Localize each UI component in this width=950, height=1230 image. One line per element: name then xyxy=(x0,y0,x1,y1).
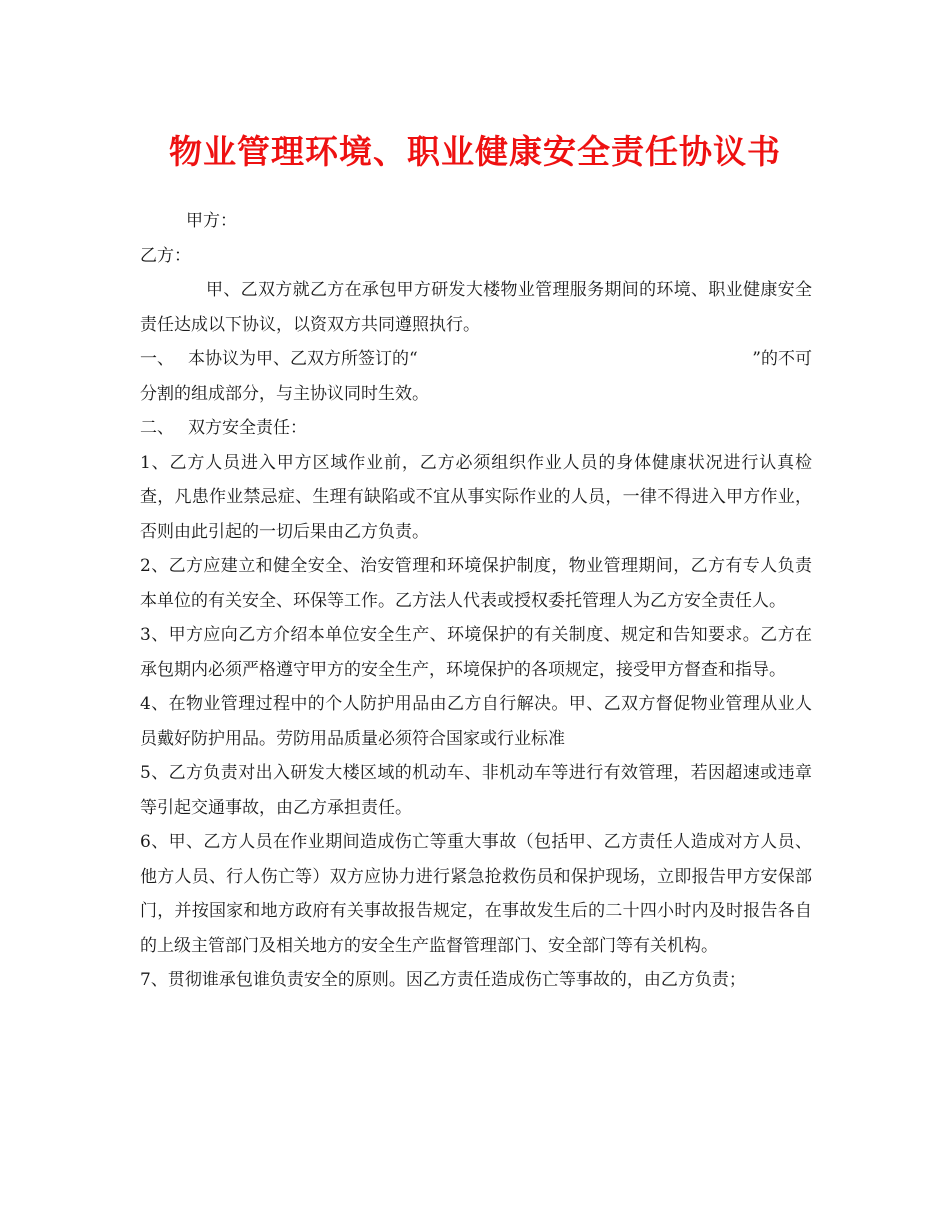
document-title: 物业管理环境、职业健康安全责任协议书 xyxy=(169,132,781,171)
section-1-lead xyxy=(140,342,418,377)
section-1-number: 一、 xyxy=(140,349,174,369)
clause-5: 5、乙方负责对出入研发大楼区域的机动车、非机动车等进行有效管理，若因超速或违章等引起交通事故，由乙方承担责任。 xyxy=(140,763,812,818)
section-1-continuation: 分割的组成部分，与主协议同时生效。 xyxy=(140,383,429,404)
clause-2: 2、乙方应建立和健全安全、治安管理和环境保护制度，物业管理期间，乙方有专人负责本单位的有关安全、环保等工作。乙方法人代表或授权委托管理人为乙方安全责任人。 xyxy=(140,556,812,611)
clause-6: 6、甲、乙方人员在作业期间造成伤亡等重大事故（包括甲、乙方责任人造成对方人员、他方人员、行人伤亡等）双方应协力进行紧急抢救伤员和保护现场，立即报告甲方安保部门，并按国家和地方政府有关事故报告规定，在事故发生后的二十四小时内及时报告各自的上级主管部门及相关地方的安全生产监督管理部门、安全部门等有关机构。 xyxy=(140,832,812,956)
section-2-number: 二、 xyxy=(140,418,174,438)
clause-7: 7、贯彻谁承包谁负责安全的原则。因乙方责任造成伤亡等事故的，由乙方负责； xyxy=(140,970,746,990)
section-2-heading-line xyxy=(140,411,812,446)
document-body xyxy=(140,204,812,998)
party-b-label: 乙方： xyxy=(140,245,191,266)
section-2-heading: 双方安全责任： xyxy=(188,418,307,438)
section-1-first-line xyxy=(140,342,812,377)
clause-3: 3、甲方应向乙方介绍本单位安全生产、环境保护的有关制度、规定和告知要求。乙方在承包期内必须严格遵守甲方的安全生产，环境保护的各项规定，接受甲方督查和指导。 xyxy=(140,625,812,680)
party-a-label: 甲方： xyxy=(186,211,237,231)
clause-1: 1、乙方人员进入甲方区域作业前，乙方必须组织作业人员的身体健康状况进行认真检查，凡患作业禁忌症、生理有缺陷或不宜从事实际作业的人员，一律不得进入甲方作业，否则由此引起的一切后果由乙方负责。 xyxy=(140,452,812,542)
section-1-text-after-quote: ”的不可 xyxy=(752,349,812,369)
section-1-text-before-quote: 本协议为甲、乙双方所签订的“ xyxy=(188,349,418,369)
clause-4: 4、在物业管理过程中的个人防护用品由乙方自行解决。甲、乙双方督促物业管理从业人员戴好防护用品。劳防用品质量必须符合国家或行业标准 xyxy=(140,694,812,749)
intro-paragraph: 甲、乙双方就乙方在承包甲方研发大楼物业管理服务期间的环境、职业健康安全责任达成以下协议，以资双方共同遵照执行。 xyxy=(140,280,812,335)
